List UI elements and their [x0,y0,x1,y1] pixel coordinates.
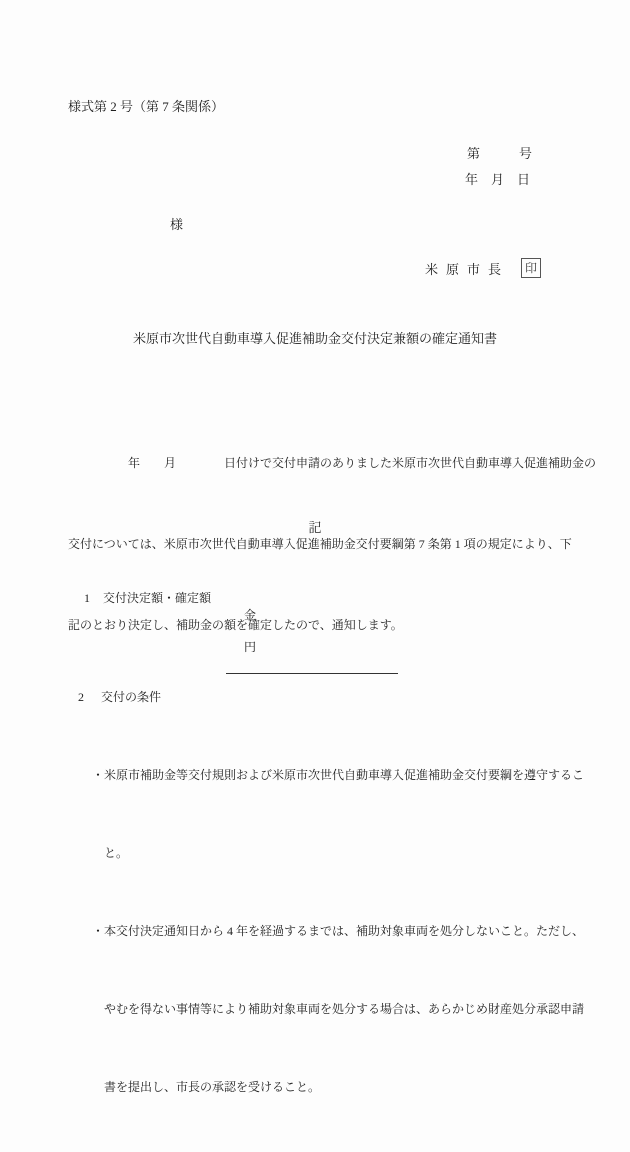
condition1-line1: ・米原市補助金等交付規則および米原市次世代自動車導入促進補助金交付要綱を遵守するこ [92,768,585,782]
condition2-line3: 書を提出し、市長の承認を受けること。 [104,1080,321,1094]
item2-number: 2 [78,690,84,704]
condition2-line2: やむを得ない事情等により補助対象車両を処分する場合は、あらかじめ財産処分承認申請 [104,1002,585,1016]
condition2-line1: ・本交付決定通知日から 4 年を経過するまでは、補助対象車両を処分しないこと。ただし、 [92,924,585,938]
issuer-line [425,258,541,278]
document-number-blank: 第 号 [467,146,533,161]
item-grant-conditions [78,684,161,710]
form-number: 様式第 2 号（第 7 条関係） [68,99,225,114]
addressee-honorific: 様 [170,217,184,232]
body-line-3: 記のとおり決定し、補助金の額を確定したので、通知します。 [68,618,403,632]
condition1-line2: と。 [104,846,129,860]
date-blank: 年 月 日 [465,172,531,187]
amount-fill-in-field [226,591,398,674]
ki-section-marker: 記 [308,520,322,535]
issuer-name: 米原市長 [425,261,510,277]
amount-suffix: 円 [244,640,257,654]
seal-placeholder-icon: 印 [521,258,541,278]
item1-label: 交付決定額・確定額 [103,591,212,605]
document-title: 米原市次世代自動車導入促進補助金交付決定兼額の確定通知書 [132,331,497,346]
body-line-1: 年 月 日付けで交付申請のありました米原市次世代自動車導入促進補助金の [68,456,597,470]
item2-label: 交付の条件 [101,690,162,704]
conditions-bullet-list [92,710,585,1152]
amount-prefix: 金 [244,608,257,622]
body-line-2: 交付については、米原市次世代自動車導入促進補助金交付要綱第 7 条第 1 項の規定により、下 [68,537,572,551]
item1-number: 1 [84,591,90,605]
item-grant-amount [84,589,398,674]
